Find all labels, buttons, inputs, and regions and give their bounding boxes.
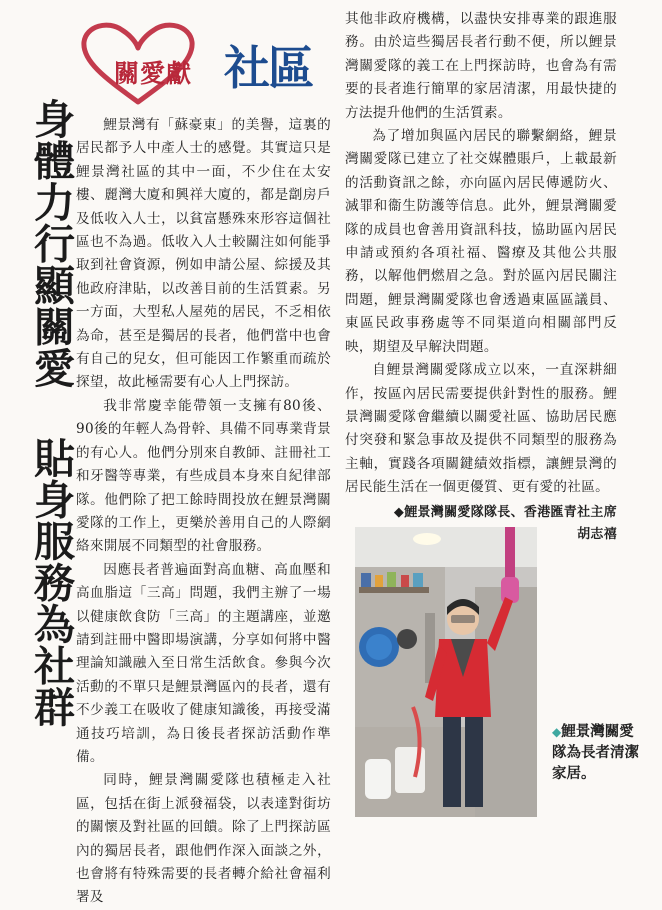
- article-paragraph: 其他非政府機構，以盡快安排專業的跟進服務。由於這些獨居長者行動不便，所以鯉景灣關愛隊的義工在上門探訪時，也會為有需要的長者進行簡單的家居清潔，用最快捷的方法提升他們的生活質素。: [345, 11, 617, 121]
- headline: 身體力行顯關愛 貼身服務為社群: [27, 98, 75, 728]
- column-name-big: 社區: [224, 41, 312, 95]
- article-paragraph: 同時，鯉景灣關愛隊也積極走入社區，包括在街上派發福袋，以表達對街坊的關懷及對社區的回饋。除了上門探訪區內的獨居長者，跟他們作深入面談之外，也會將有特殊需要的長者轉介給社會福利署及: [76, 772, 331, 906]
- article-paragraph: 我非常慶幸能帶領一支擁有80後、90後的年輕人為骨幹、具備不同專業背景的有心人。他們分別來自教師、註冊社工和牙醫等專業，有些成員本身來自紀律部隊。他們除了把工餘時間投放在鯉景灣關愛隊的工作上，更樂於善用自己的人際網絡來開展不同類型的社會服務。: [76, 397, 331, 555]
- photo-illustration: [355, 527, 537, 817]
- article-paragraph: 因應長者普遍面對高血糖、高血壓和高血脂這「三高」問題，我們主辦了一場以健康飲食防「三高」的主題講座，並邀請到註冊中醫即場演講，分享如何將中醫理論知識融入至日常生活飲食。參與今次活動的不單只是鯉景灣區內的長者，還有不少義工在吸收了健康知識後，再接受滿通技巧培訓，為日後長者探訪活動作準備。: [76, 561, 331, 765]
- article-paragraph: 自鯉景灣關愛隊成立以來，一直深耕細作，按區內居民需要提供針對性的服務。鯉景灣關愛隊會繼續以關愛社區、協助居民應付突發和緊急事故及提供不同類型的服務為主軸，實踐各項關鍵績效指標，讓鯉景灣的居民能生活在一個更優質、更有愛的社區。: [345, 362, 617, 496]
- photo-caption-text: 鯉景灣關愛隊為長者清潔家居。: [552, 724, 639, 782]
- article-column-left: [76, 114, 331, 910]
- column-name-small: 關愛獻: [114, 59, 193, 88]
- article-paragraph: 鯉景灣有「蘇豪東」的美譽，這裏的居民都予人中產人士的感覺。其實這只是鯉景灣社區的其中一面，不少住在太安樓、麗灣大廈和興祥大廈的，都是劏房戶及低收入人士，以貧富懸殊來形容這個社區也不為過。低收入人士較關注如何能爭取到社會資源，例如申請公屋、綜援及其他政府津貼，以改善目前的生活質素。另一方面，大型私人屋苑的居民，不乏相依為命，甚至是獨居的長者，他們當中也會有自己的兒女，但可能因工作繁重而疏於探望，故此極需要有心人上門探訪。: [76, 117, 331, 391]
- article-column-right: [345, 8, 617, 546]
- diamond-icon: ◆: [552, 725, 562, 739]
- article-paragraph: 為了增加與區內居民的聯繫網絡，鯉景灣關愛隊已建立了社交媒體賬戶，上載最新的活動資訊之餘，亦向區內居民傳遞防火、滅罪和衞生防護等信息。此外，鯉景灣關愛隊的成員也會善用資訊科技，協助區內居民申請或預約各項社福、醫療及其他公共服務，以解他們燃眉之急。對於區內居民關注問題，鯉景灣關愛隊也會透過東區區議員、東區民政事務處等不同渠道向相關部門反映，期望及早解決問題。: [345, 128, 617, 355]
- column-banner: [78, 18, 318, 108]
- author-role: ◆鯉景灣關愛隊隊長、香港匯青社主席: [393, 504, 617, 520]
- photo-caption: [552, 722, 642, 785]
- photo-volunteer-cleaning: [355, 527, 537, 817]
- author-name: 胡志禧: [577, 526, 617, 542]
